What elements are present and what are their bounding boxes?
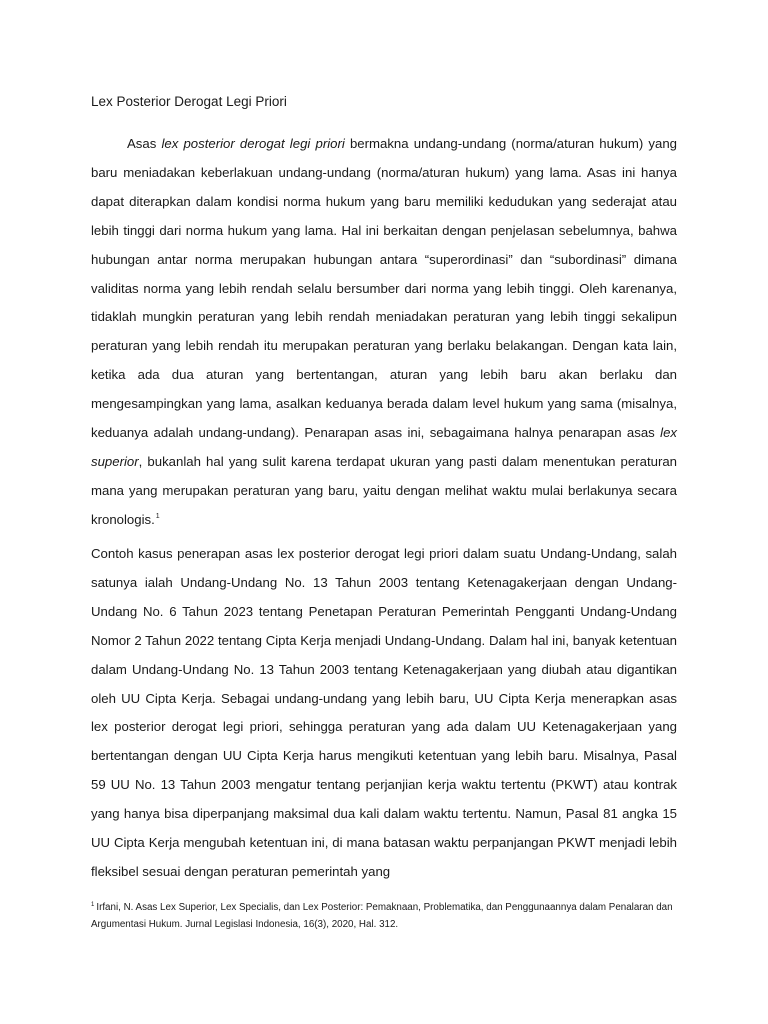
paragraph-1-text-start: Asas [127, 136, 162, 151]
footnote-reference[interactable]: 1 [155, 513, 160, 521]
paragraph-1 [91, 130, 677, 535]
document-title: Lex Posterior Derogat Legi Priori [91, 94, 287, 109]
paragraph-1-text-end: , bukanlah hal yang sulit karena terdapat ukuran yang pasti dalam menentukan peraturan mana yang merupakan peraturan yang baru, yaitu dengan melihat waktu mulai berlakunya secara kronologis. [91, 453, 677, 527]
footnote-number: 1 [91, 901, 95, 908]
footnote-text: Irfani, N. Asas Lex Superior, Lex Specialis, dan Lex Posterior: Pemaknaan, Problematika, dan Penggunaannya dalam Penalaran dan Argumentasi Hukum. Jurnal Legislasi Indonesia, 16(3), 2020, Hal. 312. [91, 902, 673, 930]
paragraph-1-text-middle: bermakna undang-undang (norma/aturan hukum) yang baru meniadakan keberlakuan undang-undang (norma/aturan hukum) yang lama. Asas ini hanya dapat diterapkan dalam kondisi norma hukum yang baru memiliki kedudukan yang sederajat atau lebih tinggi dari norma hukum yang lama. Hal ini berkaitan dengan penjelasan sebelumnya, bahwa hubungan antar norma merupakan hubungan antara “superordinasi” dan “subordinasi” dimana validitas norma yang lebih rendah selalu bersumber dari norma yang lebih tinggi. Oleh karenanya, tidaklah mungkin peraturan yang lebih rendah meniadakan peraturan yang lebih tinggi sekalipun peraturan yang lebih rendah itu merupakan peraturan yang berlaku belakangan. Dengan kata lain, ketika ada dua aturan yang bertentangan, aturan yang lebih baru akan berlaku dan mengesampingkan yang lama, asalkan keduanya berada dalam level hukum yang sama (misalnya, keduanya adalah undang-undang). Penarapan asas ini, sebagaimana halnya penarapan asas [91, 136, 678, 441]
footnote [91, 899, 681, 933]
paragraph-1-italic-term-2: lex superior [91, 425, 677, 469]
paragraph-2: Contoh kasus penerapan asas lex posterior derogat legi priori dalam suatu Undang-Undang, salah satunya ialah Undang-Undang No. 13 Tahun 2003 tentang Ketenagakerjaan dengan Undang-Undang No. 6 Tahun 2023 tentang Penetapan Peraturan Pemerintah Pengganti Undang-Undang Nomor 2 Tahun 2022 tentang Cipta Kerja menjadi Undang-Undang. Dalam hal ini, banyak ketentuan dalam Undang-Undang No. 13 Tahun 2003 tentang Ketenagakerjaan yang diubah atau digantikan oleh UU Cipta Kerja. Sebagai undang-undang yang lebih baru, UU Cipta Kerja menerapkan asas lex posterior derogat legi priori, sehingga peraturan yang ada dalam UU Ketenagakerjaan yang bertentangan dengan UU Cipta Kerja harus mengikuti ketentuan yang lebih baru. Misalnya, Pasal 59 UU No. 13 Tahun 2003 mengatur tentang perjanjian kerja waktu tertentu (PKWT) atau kontrak yang hanya bisa diperpanjang maksimal dua kali dalam waktu tertentu. Namun, Pasal 81 angka 15 UU Cipta Kerja mengubah ketentuan ini, di mana batasan waktu perpanjangan PKWT menjadi lebih fleksibel sesuai dengan peraturan pemerintah yang [91, 546, 677, 879]
paragraph-1-italic-term-1: lex posterior derogat legi priori [161, 136, 345, 151]
